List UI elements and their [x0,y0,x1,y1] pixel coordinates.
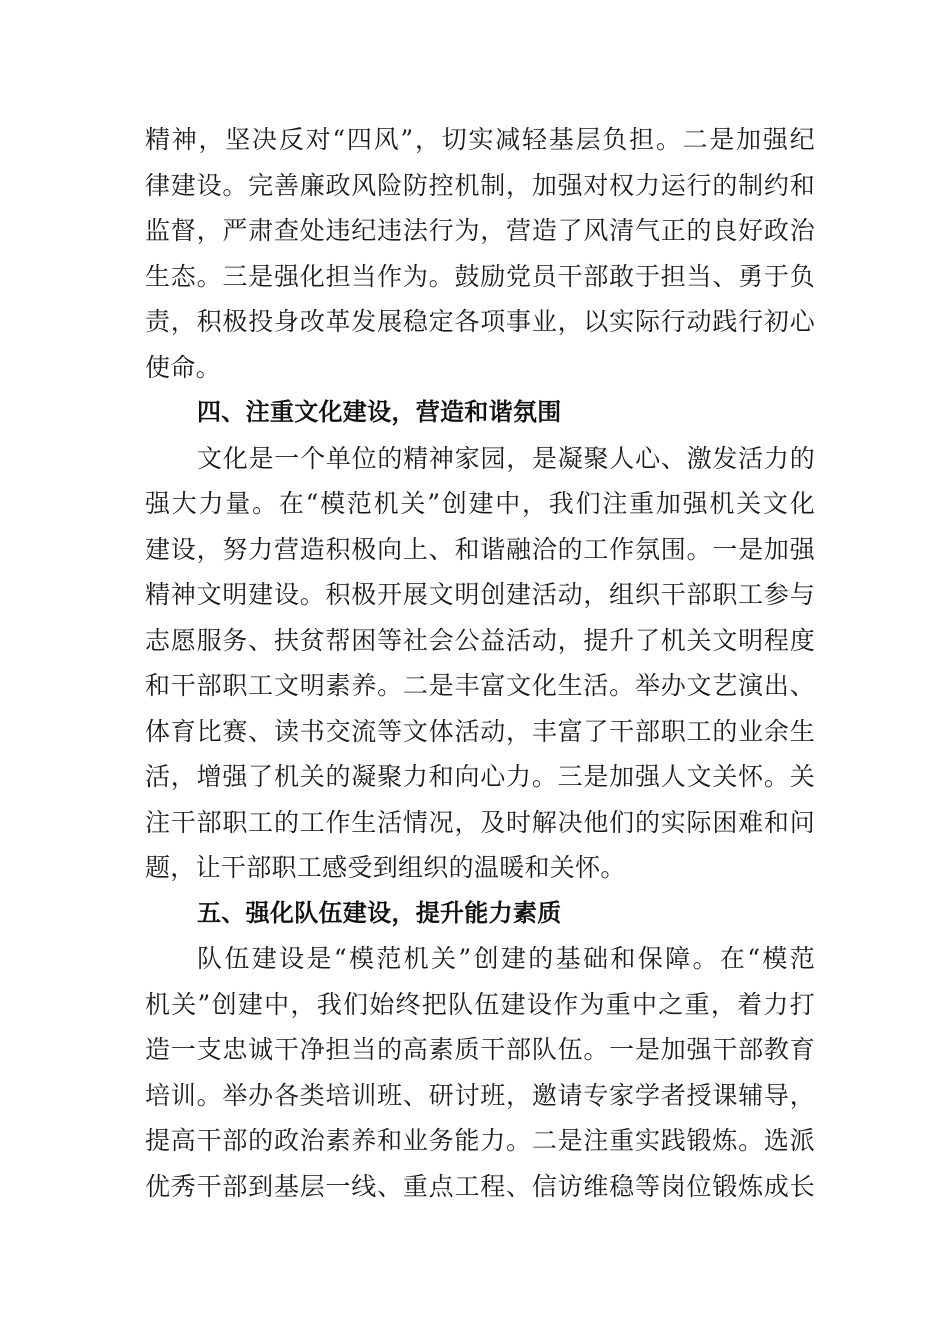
section-heading: 四、注重文化建设，营造和谐氛围 [197,398,562,426]
text-line: 活，增强了机关的凝聚力和向心力。三是加强人文关怀。关 [145,762,815,791]
text-line: 强大力量。在“模范机关”创建中，我们注重加强机关文化 [145,489,815,518]
text-line: 体育比赛、读书交流等文体活动，丰富了干部职工的业余生 [145,716,815,746]
text-line: 机关”创建中，我们始终把队伍建设作为重中之重，着力打 [145,989,815,1019]
text-line: 造一支忠诚干净担当的高素质干部队伍。一是加强干部教育 [145,1035,815,1064]
section-heading: 五、强化队伍建设，提升能力素质 [197,898,562,927]
text-line: 精神，坚决反对“四风”，切实减轻基层负担。二是加强纪 [145,125,815,154]
text-line: 文化是一个单位的精神家园，是凝聚人心、激发活力的 [197,443,815,473]
section-4 [145,390,815,891]
text-line: 队伍建设是“模范机关”创建的基础和保障。在“模范 [197,944,815,973]
text-line: 生态。三是强化担当作为。鼓励党员干部敢于担当、勇于负 [145,261,815,291]
text-line: 监督，严肃查处违纪违法行为，营造了风清气正的良好政治 [145,216,815,245]
text-line: 建设，努力营造积极向上、和谐融洽的工作氛围。一是加强 [145,534,815,564]
text-line: 注干部职工的工作生活情况，及时解决他们的实际困难和问 [145,807,815,837]
section-5 [145,891,815,1210]
text-line: 精神文明建设。积极开展文明创建活动，组织干部职工参与 [145,580,815,609]
text-line: 律建设。完善廉政风险防控机制，加强对权力运行的制约和 [145,170,815,200]
text-line: 培训。举办各类培训班、研讨班，邀请专家学者授课辅导， [145,1080,815,1110]
text-line: 优秀干部到基层一线、重点工程、信访维稳等岗位锻炼成长 [145,1171,815,1201]
text-line: 和干部职工文明素养。二是丰富文化生活。举办文艺演出、 [145,671,815,700]
text-line: 责，积极投身改革发展稳定各项事业，以实际行动践行初心 [145,307,815,336]
document-body [145,117,815,1209]
text-line: 题，让干部职工感受到组织的温暖和关怀。 [145,853,626,882]
text-line: 提高干部的政治素养和业务能力。二是注重实践锻炼。选派 [145,1126,815,1155]
text-line: 使命。 [145,352,221,382]
text-line: 志愿服务、扶贫帮困等社会公益活动，提升了机关文明程度 [145,625,815,655]
paragraph-3-tail [145,117,815,390]
